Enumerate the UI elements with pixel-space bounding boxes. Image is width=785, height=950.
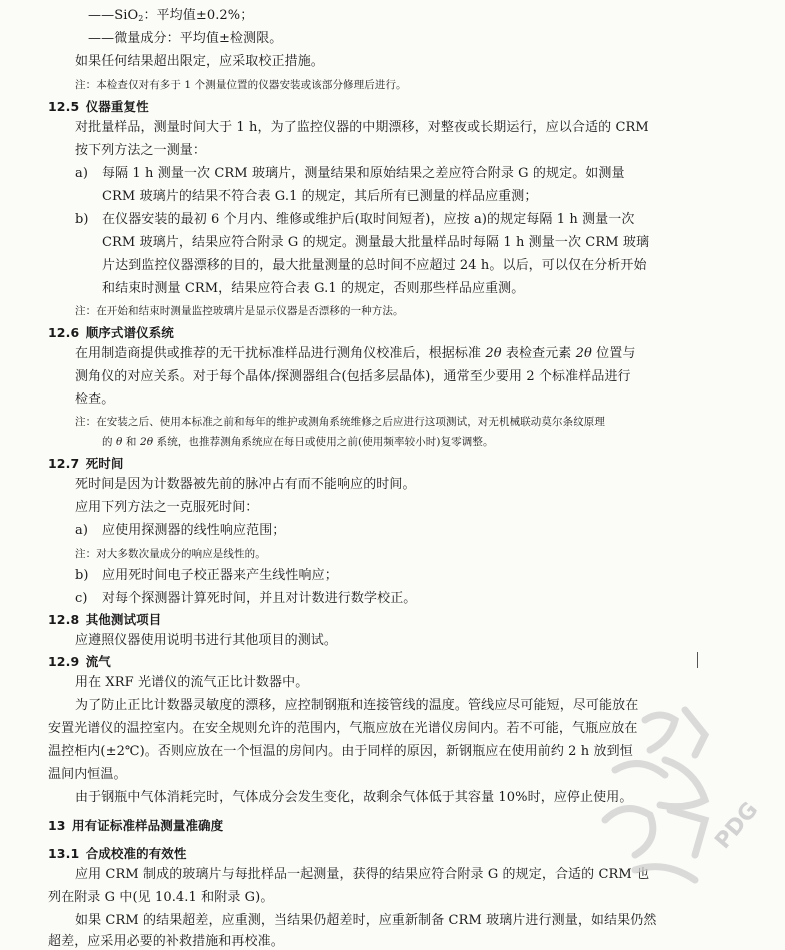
- text-line: 温控柜内(±2℃)。否则应放在一个恒温的房间内。由于同样的原因，新钢瓶应在使用前约 2 h 放到恒: [48, 744, 633, 759]
- list-marker: b): [75, 212, 89, 227]
- text-line: 如果 CRM 的结果超差，应重测，当结果仍超差时，应重新制备 CRM 玻璃片进行测量，如结果仍然: [75, 913, 657, 928]
- list-item-text: 应用死时间电子校正器来产生线性响应；: [102, 568, 338, 583]
- text-line: 温间内恒温。: [48, 767, 127, 782]
- list-marker: c): [75, 591, 88, 606]
- list-marker: a): [75, 166, 89, 181]
- text-line: 死时间是因为计数器被先前的脉冲占有而不能响应的时间。: [75, 477, 416, 492]
- text-line: 超差，应采用必要的补救措施和再校准。: [48, 934, 284, 949]
- note-line: 的 θ 和 2θ 系统，也推荐测角系统应在每日或使用之前(使用频率较小时)复零调整。: [102, 436, 494, 448]
- list-item-text: 每隔 1 h 测量一次 CRM 玻璃片，测量结果和原始结果之差应符合附录 G 的规定。如测量: [102, 166, 625, 181]
- section-heading-12-6: 12.6 顺序式谱仪系统: [48, 325, 174, 340]
- note-line: 注：在开始和结束时测量监控玻璃片是显示仪器是否漂移的一种方法。: [75, 305, 404, 317]
- text-line: 在用制造商提供或推荐的无干扰标准样品进行测角仪校准后，根据标准 2θ 表检查元素 2θ 位置与: [75, 346, 636, 361]
- text-line: 应用 CRM 制成的玻璃片与每批样品一起测量，获得的结果应符合附录 G 的规定，合适的 CRM 也: [75, 867, 650, 882]
- text-line: 如果任何结果超出限定，应采取校正措施。: [75, 54, 324, 69]
- list-item-text: CRM 玻璃片的结果不符合表 G.1 的规定，其后所有已测量的样品应重测；: [102, 189, 538, 204]
- text-line: 列在附录 G 中(见 10.4.1 和附录 G)。: [48, 890, 274, 905]
- text-line: 按下列方法之一测量：: [75, 143, 207, 158]
- text-line: 由于钢瓶中气体消耗完时，气体成分会发生变化，故剩余气体低于其容量 10%时，应停止使用。: [75, 790, 633, 805]
- note-line: 注：对大多数次量成分的响应是线性的。: [75, 548, 266, 560]
- section-heading-12-9: 12.9 流气: [48, 654, 111, 669]
- text-line: 用在 XRF 光谱仪的流气正比计数器中。: [75, 675, 309, 690]
- text-line: 安置光谱仪的温控室内。在安全规则允许的范围内，气瓶应放在光谱仪房间内。若不可能，气瓶应放在: [48, 721, 638, 736]
- note-line: 注：在安装之后、使用本标准之前和每年的维护或测角系统维修之后应进行这项测试，对无机械联动莫尔条纹原理: [75, 416, 605, 428]
- list-item-text: 在仪器安装的最初 6 个月内、维修或维护后(取时间短者)，应按 a)的规定每隔 1 h 测量一次: [102, 212, 635, 227]
- list-item-text: CRM 玻璃片，结果应符合附录 G 的规定。测量最大批量样品时每隔 1 h 测量一次 CRM 玻璃: [102, 235, 650, 250]
- text-line: 检查。: [75, 392, 115, 407]
- text-line: 应用下列方法之一克服死时间：: [75, 500, 259, 515]
- list-item-text: 对每个探测器计算死时间，并且对计数进行数学校正。: [102, 591, 417, 606]
- section-heading-13-1: 13.1 合成校准的有效性: [48, 846, 187, 861]
- list-marker: a): [75, 523, 89, 538]
- text-line: ——SiO$_2$：平均值±0.2%；: [88, 8, 254, 23]
- list-item-text: 应使用探测器的线性响应范围；: [102, 523, 286, 538]
- section-heading-12-5: 12.5 仪器重复性: [48, 99, 149, 114]
- list-item-text: 和结束时测量 CRM，结果应符合表 G.1 的规定，否则那些样品应重测。: [102, 281, 525, 296]
- section-heading-12-7: 12.7 死时间: [48, 456, 124, 471]
- margin-mark: [697, 652, 698, 668]
- list-item-text: 片达到监控仪器漂移的目的，最大批量测量的总时间不应超过 24 h。以后，可以仅在分析开始: [102, 258, 647, 273]
- note-line: 注：本检查仅对有多于 1 个测量位置的仪器安装或该部分修理后进行。: [75, 79, 407, 91]
- text-line: 为了防止正比计数器灵敏度的漂移，应控制钢瓶和连接管线的温度。管线应尽可能短，尽可能放在: [75, 698, 639, 713]
- section-heading-12-8: 12.8 其他测试项目: [48, 612, 162, 627]
- text-line: 对批量样品，测量时间大于 1 h，为了监控仪器的中期漂移，对整夜或长期运行，应以合适的 CRM: [75, 120, 649, 135]
- text-line: 应遵照仪器使用说明书进行其他项目的测试。: [75, 633, 338, 648]
- text-line: 测角仪的对应关系。对于每个晶体/探测器组合(包括多层晶体)，通常至少要用 2 个标准样品进行: [75, 369, 631, 384]
- text-line: ——微量成分：平均值±检测限。: [88, 31, 283, 46]
- list-marker: b): [75, 568, 89, 583]
- section-heading-13: 13 用有证标准样品测量准确度: [48, 818, 224, 833]
- svg-text:PDG: PDG: [710, 797, 764, 854]
